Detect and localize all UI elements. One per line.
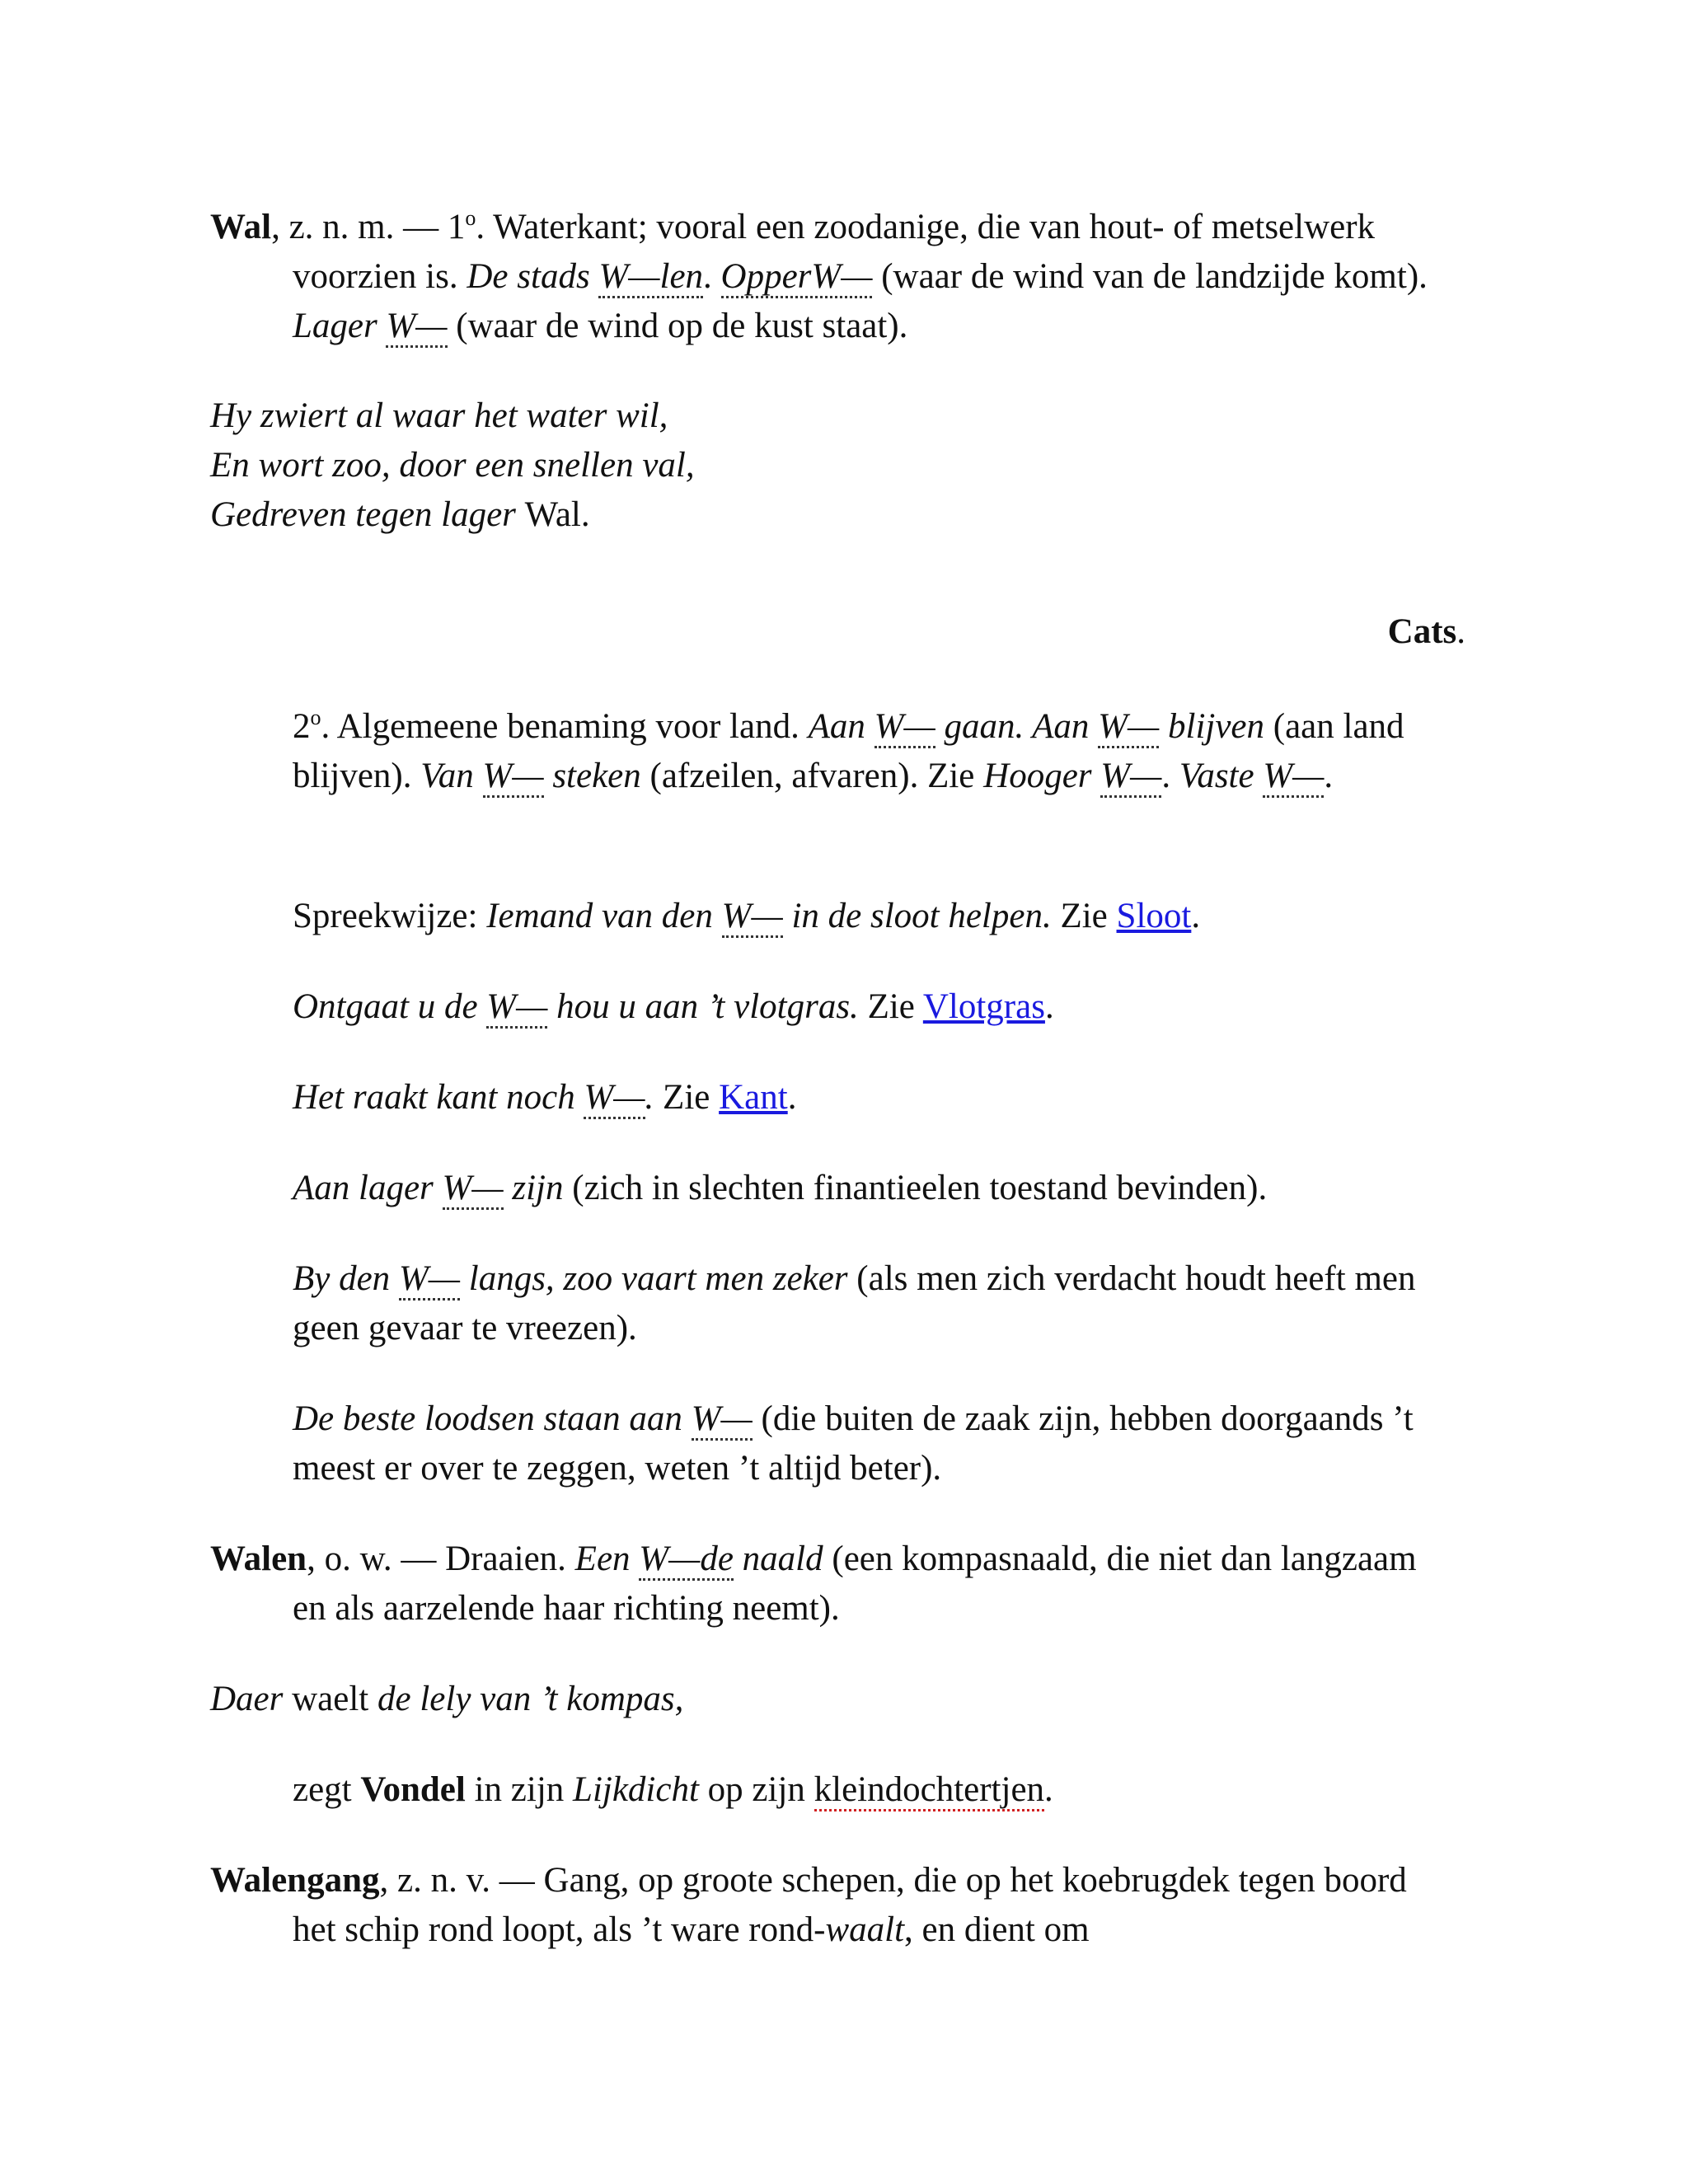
proverb-text: .	[645, 1078, 654, 1117]
gloss-text: (als men zich verdacht houdt heeft men geen gevaar te vreezen).	[293, 1259, 1416, 1347]
abbreviation: W—	[483, 757, 544, 798]
separator: .	[703, 257, 721, 296]
example-text: Van	[420, 757, 483, 795]
link-sloot[interactable]: Sloot	[1116, 897, 1192, 935]
example-text: Een	[574, 1540, 640, 1578]
abbreviation: W—	[692, 1399, 753, 1441]
abbreviation: OpperW—	[721, 257, 873, 298]
poem-quote	[210, 391, 1447, 540]
quote-text: waelt	[283, 1680, 377, 1718]
headword-walen: Walen	[210, 1540, 307, 1578]
abbreviation: W—	[1098, 707, 1159, 748]
attribution-text: in zijn	[465, 1770, 574, 1809]
headword-wal: Wal	[210, 208, 272, 246]
proverb-by-den-wal	[293, 1254, 1434, 1353]
sense-2-superscript: o	[310, 705, 321, 729]
proverb-text: zijn	[503, 1169, 564, 1207]
proverb-lager-wal	[293, 1164, 1463, 1213]
example-text: steken	[543, 757, 641, 795]
quote-text: de lely van ’t kompas,	[377, 1680, 684, 1718]
example-text: Vaste	[1179, 757, 1264, 795]
example-text: gaan. Aan	[935, 707, 1099, 746]
example-text: Lager	[293, 307, 387, 345]
separator: .	[1044, 1770, 1053, 1809]
entry-walen	[210, 1535, 1447, 1633]
spellcheck-word: kleindochtertjen	[814, 1770, 1044, 1811]
abbreviation: W—	[1263, 757, 1324, 798]
proverb-text: De beste loodsen staan aan	[293, 1399, 692, 1438]
sense-number: 2	[293, 707, 311, 746]
attribution-cats	[210, 607, 1465, 657]
separator: .	[1161, 757, 1179, 795]
proverb-text: hou u aan ’t vlotgras.	[547, 987, 859, 1026]
abbreviation: W—	[443, 1169, 504, 1210]
sense-1-superscript: o	[465, 206, 476, 230]
proverb-loodsen	[293, 1394, 1434, 1493]
abbreviation: W—len	[598, 257, 703, 298]
proverb-text: Ontgaat u de	[293, 987, 487, 1026]
example-text: Aan	[808, 707, 874, 746]
proverb-kant	[293, 1073, 1463, 1122]
gloss-text: (een kompasnaald, die niet dan langzaam en als aarzelende haar richting neemt).	[293, 1540, 1417, 1628]
proverb-text: Iemand van den	[486, 897, 722, 935]
gloss-text: (die buiten de zaak zijn, hebben doorgaands ’t meest er over te zeggen, weten ’t altijd beter).	[293, 1399, 1414, 1488]
proverb-text: By den	[293, 1259, 399, 1298]
poem-line-text: Hy zwiert al waar het water wil,	[210, 396, 668, 435]
proverb-text: in de sloot helpen.	[782, 897, 1052, 935]
proverb-sloot	[293, 892, 1463, 941]
poem-line-1	[210, 391, 1447, 441]
poem-line-text: Gedreven tegen lager	[210, 495, 525, 534]
grammar-wal: , z. n. m. — 1	[271, 208, 466, 246]
definition-text: . Algemeene benaming voor land.	[321, 707, 809, 746]
abbreviation: W—de	[639, 1540, 734, 1581]
proverb-vlotgras	[293, 982, 1463, 1032]
example-text: De stads	[467, 257, 599, 296]
definition-text: , z. n. v. — Gang, op groote schepen, die op het koebrugdek tegen boord het schip rond loopt, als ’t ware rond-	[293, 1861, 1407, 1949]
definition-text: , en dient om	[904, 1910, 1090, 1949]
poem-line-text: En wort zoo, door een snellen val,	[210, 446, 695, 485]
headword-walengang: Walengang	[210, 1861, 380, 1900]
see-text: Zie	[654, 1078, 720, 1117]
attribution-text: op zijn	[698, 1770, 814, 1809]
proverb-text: Het raakt kant noch	[293, 1078, 584, 1117]
separator: .	[1324, 757, 1334, 795]
quote-text: Daer	[210, 1680, 284, 1718]
proverb-text: langs, zoo vaart men zeker	[460, 1259, 848, 1298]
grammar-walen: , o. w. — Draaien.	[307, 1540, 575, 1578]
proverb-text: Aan lager	[293, 1169, 443, 1207]
punctuation: .	[1456, 612, 1465, 651]
gloss-text: (aan land blijven).	[293, 707, 1404, 795]
poem-line-3	[210, 490, 1447, 540]
definition-wal: . Waterkant; vooral een zoodanige, die van hout- of metselwerk voorzien is.	[293, 208, 1376, 296]
see-text: Zie	[858, 987, 923, 1026]
link-kant[interactable]: Kant	[719, 1078, 788, 1117]
separator: .	[1044, 987, 1054, 1026]
abbreviation: W—	[722, 897, 783, 938]
definition-italic: waalt	[825, 1910, 905, 1949]
entry-wal	[210, 203, 1463, 351]
author-name: Vondel	[360, 1770, 466, 1809]
quote-vondel	[210, 1675, 1447, 1724]
abbreviation: W—	[486, 987, 547, 1029]
link-vlotgras[interactable]: Vlotgras	[922, 987, 1045, 1026]
work-title: Lijkdicht	[573, 1770, 699, 1809]
separator: .	[1191, 897, 1201, 935]
entry-walengang	[210, 1856, 1447, 1955]
example-text: Hooger	[983, 757, 1101, 795]
poem-line-2	[210, 441, 1447, 490]
gloss-text: (waar de wind op de kust staat).	[447, 307, 908, 345]
attribution-vondel	[293, 1765, 1463, 1815]
gloss-text: (zich in slechten finantieelen toestand bevinden).	[563, 1169, 1268, 1207]
author-name: Cats	[1387, 612, 1457, 651]
gloss-text: (waar de wind van de landzijde komt).	[872, 257, 1428, 296]
abbreviation: W—	[874, 707, 935, 748]
abbreviation: W—	[1100, 757, 1161, 798]
example-text: naald	[733, 1540, 823, 1578]
gloss-text: (afzeilen, afvaren). Zie	[640, 757, 984, 795]
attribution-text: zegt	[293, 1770, 361, 1809]
see-text: Zie	[1051, 897, 1117, 935]
proverb-label: Spreekwijze:	[293, 897, 487, 935]
abbreviation: W—	[584, 1078, 645, 1119]
abbreviation: W—	[399, 1259, 460, 1301]
example-text: blijven	[1159, 707, 1265, 746]
poem-line-text: Wal.	[524, 495, 590, 534]
abbreviation: W—	[386, 307, 447, 348]
sense-2	[293, 702, 1434, 801]
separator: .	[787, 1078, 797, 1117]
